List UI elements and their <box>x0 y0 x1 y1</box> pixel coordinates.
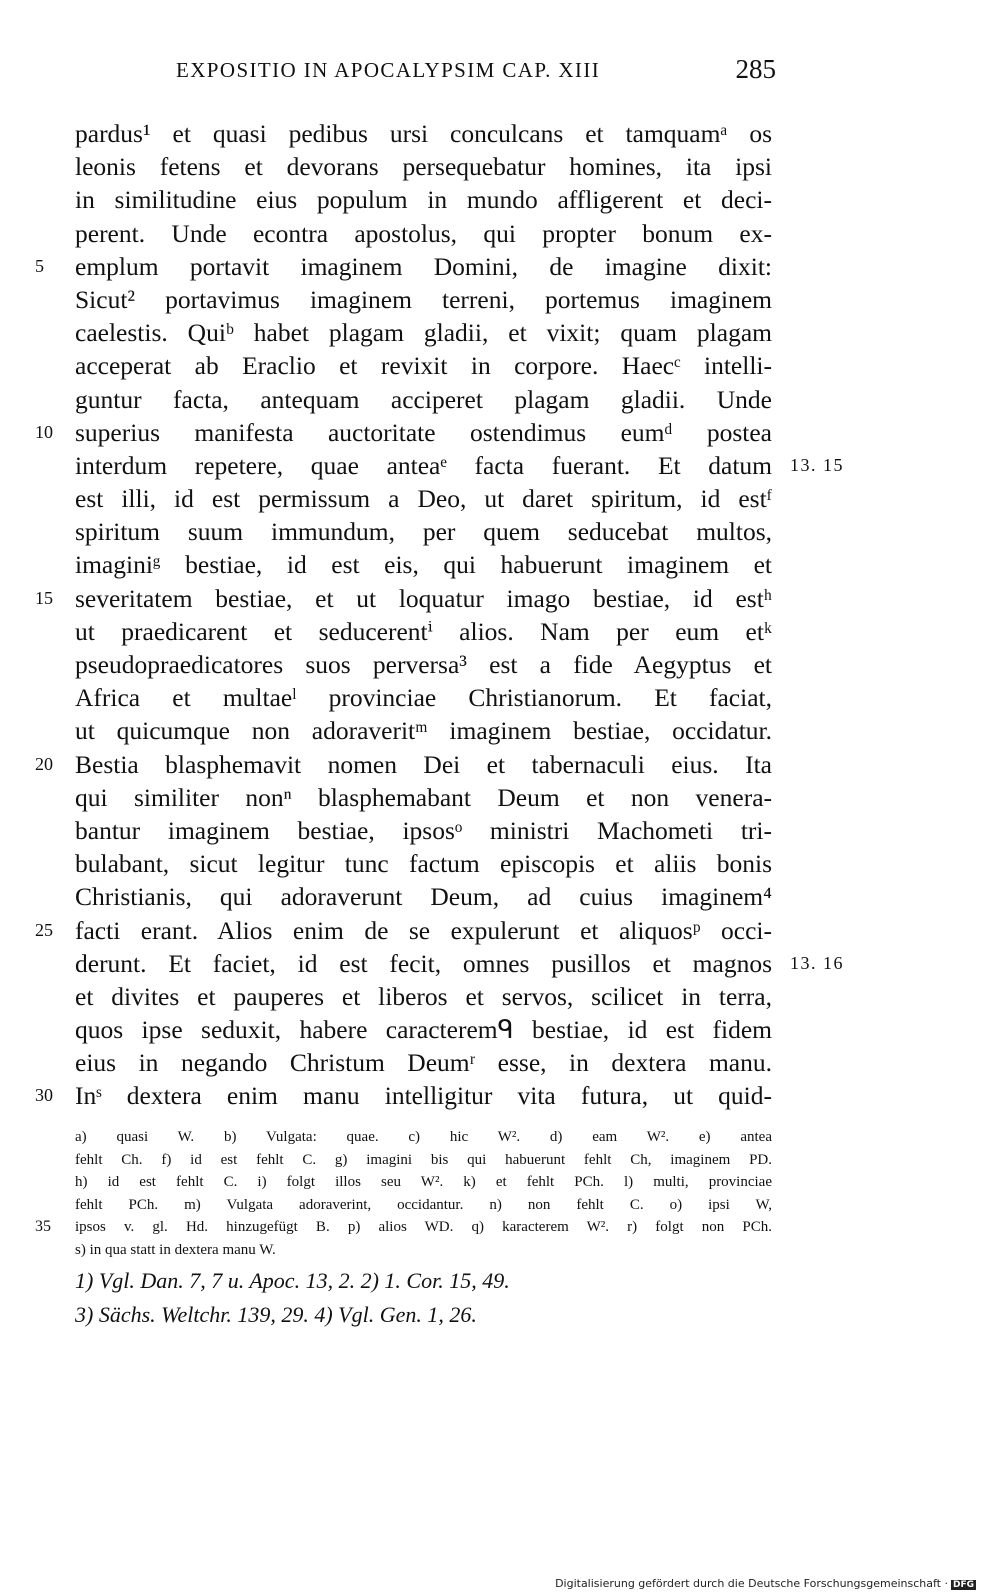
line-text: bulabant, sicut legitur tunc factum episcopis et aliis bonis <box>75 849 772 879</box>
text-line <box>35 582 772 615</box>
text-line <box>35 748 772 781</box>
line-number: 15 <box>35 587 53 608</box>
text-line <box>75 548 772 581</box>
line-text: spiritum suum immundum, per quem seducebat multos, <box>75 517 772 547</box>
text-line <box>75 150 772 183</box>
reference-line: 1) Vgl. Dan. 7, 7 u. Apoc. 13, 2. 2) 1. Cor. 15, 49. <box>75 1268 510 1293</box>
text-line <box>75 648 772 681</box>
footnote-text: ipsos v. gl. Hd. hinzugefügt B. p) alios WD. q) karacterem W². r) folgt non PCh. <box>75 1219 772 1236</box>
text-line <box>75 283 772 316</box>
line-text: Africa et multaeˡ provinciae Christianorum. Et faciat, <box>75 683 772 713</box>
reference-line: 3) Sächs. Weltchr. 139, 29. 4) Vgl. Gen. 1, 26. <box>75 1302 477 1327</box>
line-text: quos ipse seduxit, habere caracteremᑫ bestiae, id est fidem <box>75 1015 772 1045</box>
text-line <box>75 383 772 416</box>
text-line <box>35 250 772 283</box>
line-text: et divites et pauperes et liberos et servos, scilicet in terra, <box>75 981 772 1011</box>
footnote-line <box>75 1194 772 1217</box>
text-line <box>75 880 772 913</box>
line-text: acceperat ab Eraclio et revixit in corpore. Haecᶜ intelli- <box>75 351 772 381</box>
text-line <box>75 349 772 382</box>
footnote-line <box>75 1171 772 1194</box>
text-line <box>75 316 772 349</box>
line-text: Inˢ dextera enim manu intelligitur vita futura, ut quid- <box>75 1081 772 1111</box>
line-text: bantur imaginem bestiae, ipsosᵒ ministri Machometi tri- <box>75 815 772 845</box>
text-line <box>75 615 772 648</box>
line-text: eius in negando Christum Deumʳ esse, in dextera manu. <box>75 1048 772 1078</box>
critical-apparatus <box>35 1126 772 1262</box>
line-text: ut praedicarent et seducerentⁱ alios. Nam per eum etᵏ <box>75 616 772 646</box>
line-text: perent. Unde econtra apostolus, qui propter bonum ex- <box>75 218 772 248</box>
text-line <box>75 681 772 714</box>
text-line <box>75 515 772 548</box>
line-text: interdum repetere, quae anteaᵉ facta fuerant. Et datum <box>75 450 772 480</box>
text-line <box>75 714 772 747</box>
text-line <box>75 847 772 880</box>
line-text: derunt. Et faciet, id est fecit, omnes pusillos et magnos <box>75 948 772 978</box>
text-line <box>75 482 772 515</box>
footnote-text: fehlt Ch. f) id est fehlt C. g) imagini bis qui habuerunt fehlt Ch, imaginem PD. <box>75 1151 772 1168</box>
credit-text: Digitalisierung gefördert durch die Deutsche Forschungsgemeinschaft · <box>555 1577 948 1590</box>
line-text: est illi, id est permissum a Deo, ut daret spiritum, id estᶠ <box>75 484 772 514</box>
verse-reference: 13. 16 <box>790 952 844 973</box>
line-text: qui similiter nonⁿ blasphemabant Deum et non venera- <box>75 782 772 812</box>
text-line <box>75 980 772 1013</box>
text-line <box>75 814 772 847</box>
text-line <box>75 449 844 482</box>
dfg-logo: DFG <box>952 1580 974 1590</box>
line-number: 20 <box>35 753 53 774</box>
text-line <box>75 1013 772 1046</box>
page-number: 285 <box>735 54 776 84</box>
digitization-credit <box>555 1577 976 1590</box>
line-text: pseudopraedicatores suos perversa³ est a fide Aegyptus et <box>75 650 772 679</box>
footnote-line <box>75 1149 772 1172</box>
line-number: 30 <box>35 1085 53 1106</box>
body-text <box>35 117 844 1113</box>
text-line <box>75 781 772 814</box>
line-text: Bestia blasphemavit nomen Dei et tabernaculi eius. Ita <box>75 749 772 779</box>
line-text: ut quicumque non adoraveritᵐ imaginem bestiae, occidatur. <box>75 716 772 746</box>
line-text: leonis fetens et devorans persequebatur homines, ita ipsi <box>75 152 772 182</box>
text-line <box>35 914 772 947</box>
footnote-text: a) quasi W. b) Vulgata: quae. c) hic W². d) eam W². e) antea <box>75 1129 772 1145</box>
footnote-line <box>35 1216 772 1239</box>
source-references <box>75 1264 772 1332</box>
line-number: 35 <box>35 1218 51 1236</box>
line-text: guntur facta, antequam acciperet plagam gladii. Unde <box>75 384 772 414</box>
footnote-text: fehlt PCh. m) Vulgata adoraverint, occidantur. n) non fehlt C. o) ipsi W, <box>75 1196 772 1213</box>
line-text: superius manifesta auctoritate ostendimus eumᵈ postea <box>75 417 772 447</box>
line-text: facti erant. Alios enim de se expulerunt et aliquosᵖ occi- <box>75 915 772 945</box>
text-line <box>35 416 772 449</box>
text-line <box>75 1046 772 1079</box>
text-line <box>75 117 772 150</box>
text-line <box>35 1079 772 1112</box>
footnote-text: h) id est fehlt C. i) folgt illos seu W². k) et fehlt PCh. l) multi, provinciae <box>75 1174 772 1191</box>
line-text: caelestis. Quiᵇ habet plagam gladii, et vixit; quam plagam <box>75 318 772 348</box>
line-text: emplum portavit imaginem Domini, de imagine dixit: <box>75 251 772 281</box>
page-header <box>176 54 776 92</box>
line-number: 5 <box>35 255 44 276</box>
line-text: in similitudine eius populum in mundo affligerent et deci- <box>75 185 772 215</box>
line-text: severitatem bestiae, et ut loquatur imago bestiae, id estʰ <box>75 583 772 613</box>
footnote-line <box>75 1126 772 1149</box>
line-text: Christianis, qui adoraverunt Deum, ad cuius imaginem⁴ <box>75 882 772 912</box>
text-line <box>75 183 772 216</box>
text-line <box>75 217 772 250</box>
line-text: pardus¹ et quasi pedibus ursi conculcans et tamquamᵃ os <box>75 119 772 148</box>
footnote-text: s) in qua statt in dextera manu W. <box>75 1241 276 1258</box>
line-number: 10 <box>35 421 53 442</box>
text-line <box>75 947 844 980</box>
line-text: Sicut² portavimus imaginem terreni, portemus imaginem <box>75 284 772 314</box>
verse-reference: 13. 15 <box>790 454 844 475</box>
running-title: EXPOSITIO IN APOCALYPSIM CAP. XIII <box>176 58 601 82</box>
line-text: imaginiᵍ bestiae, id est eis, qui habuerunt imaginem et <box>75 550 772 580</box>
line-number: 25 <box>35 919 53 940</box>
footnote-line <box>75 1239 772 1262</box>
